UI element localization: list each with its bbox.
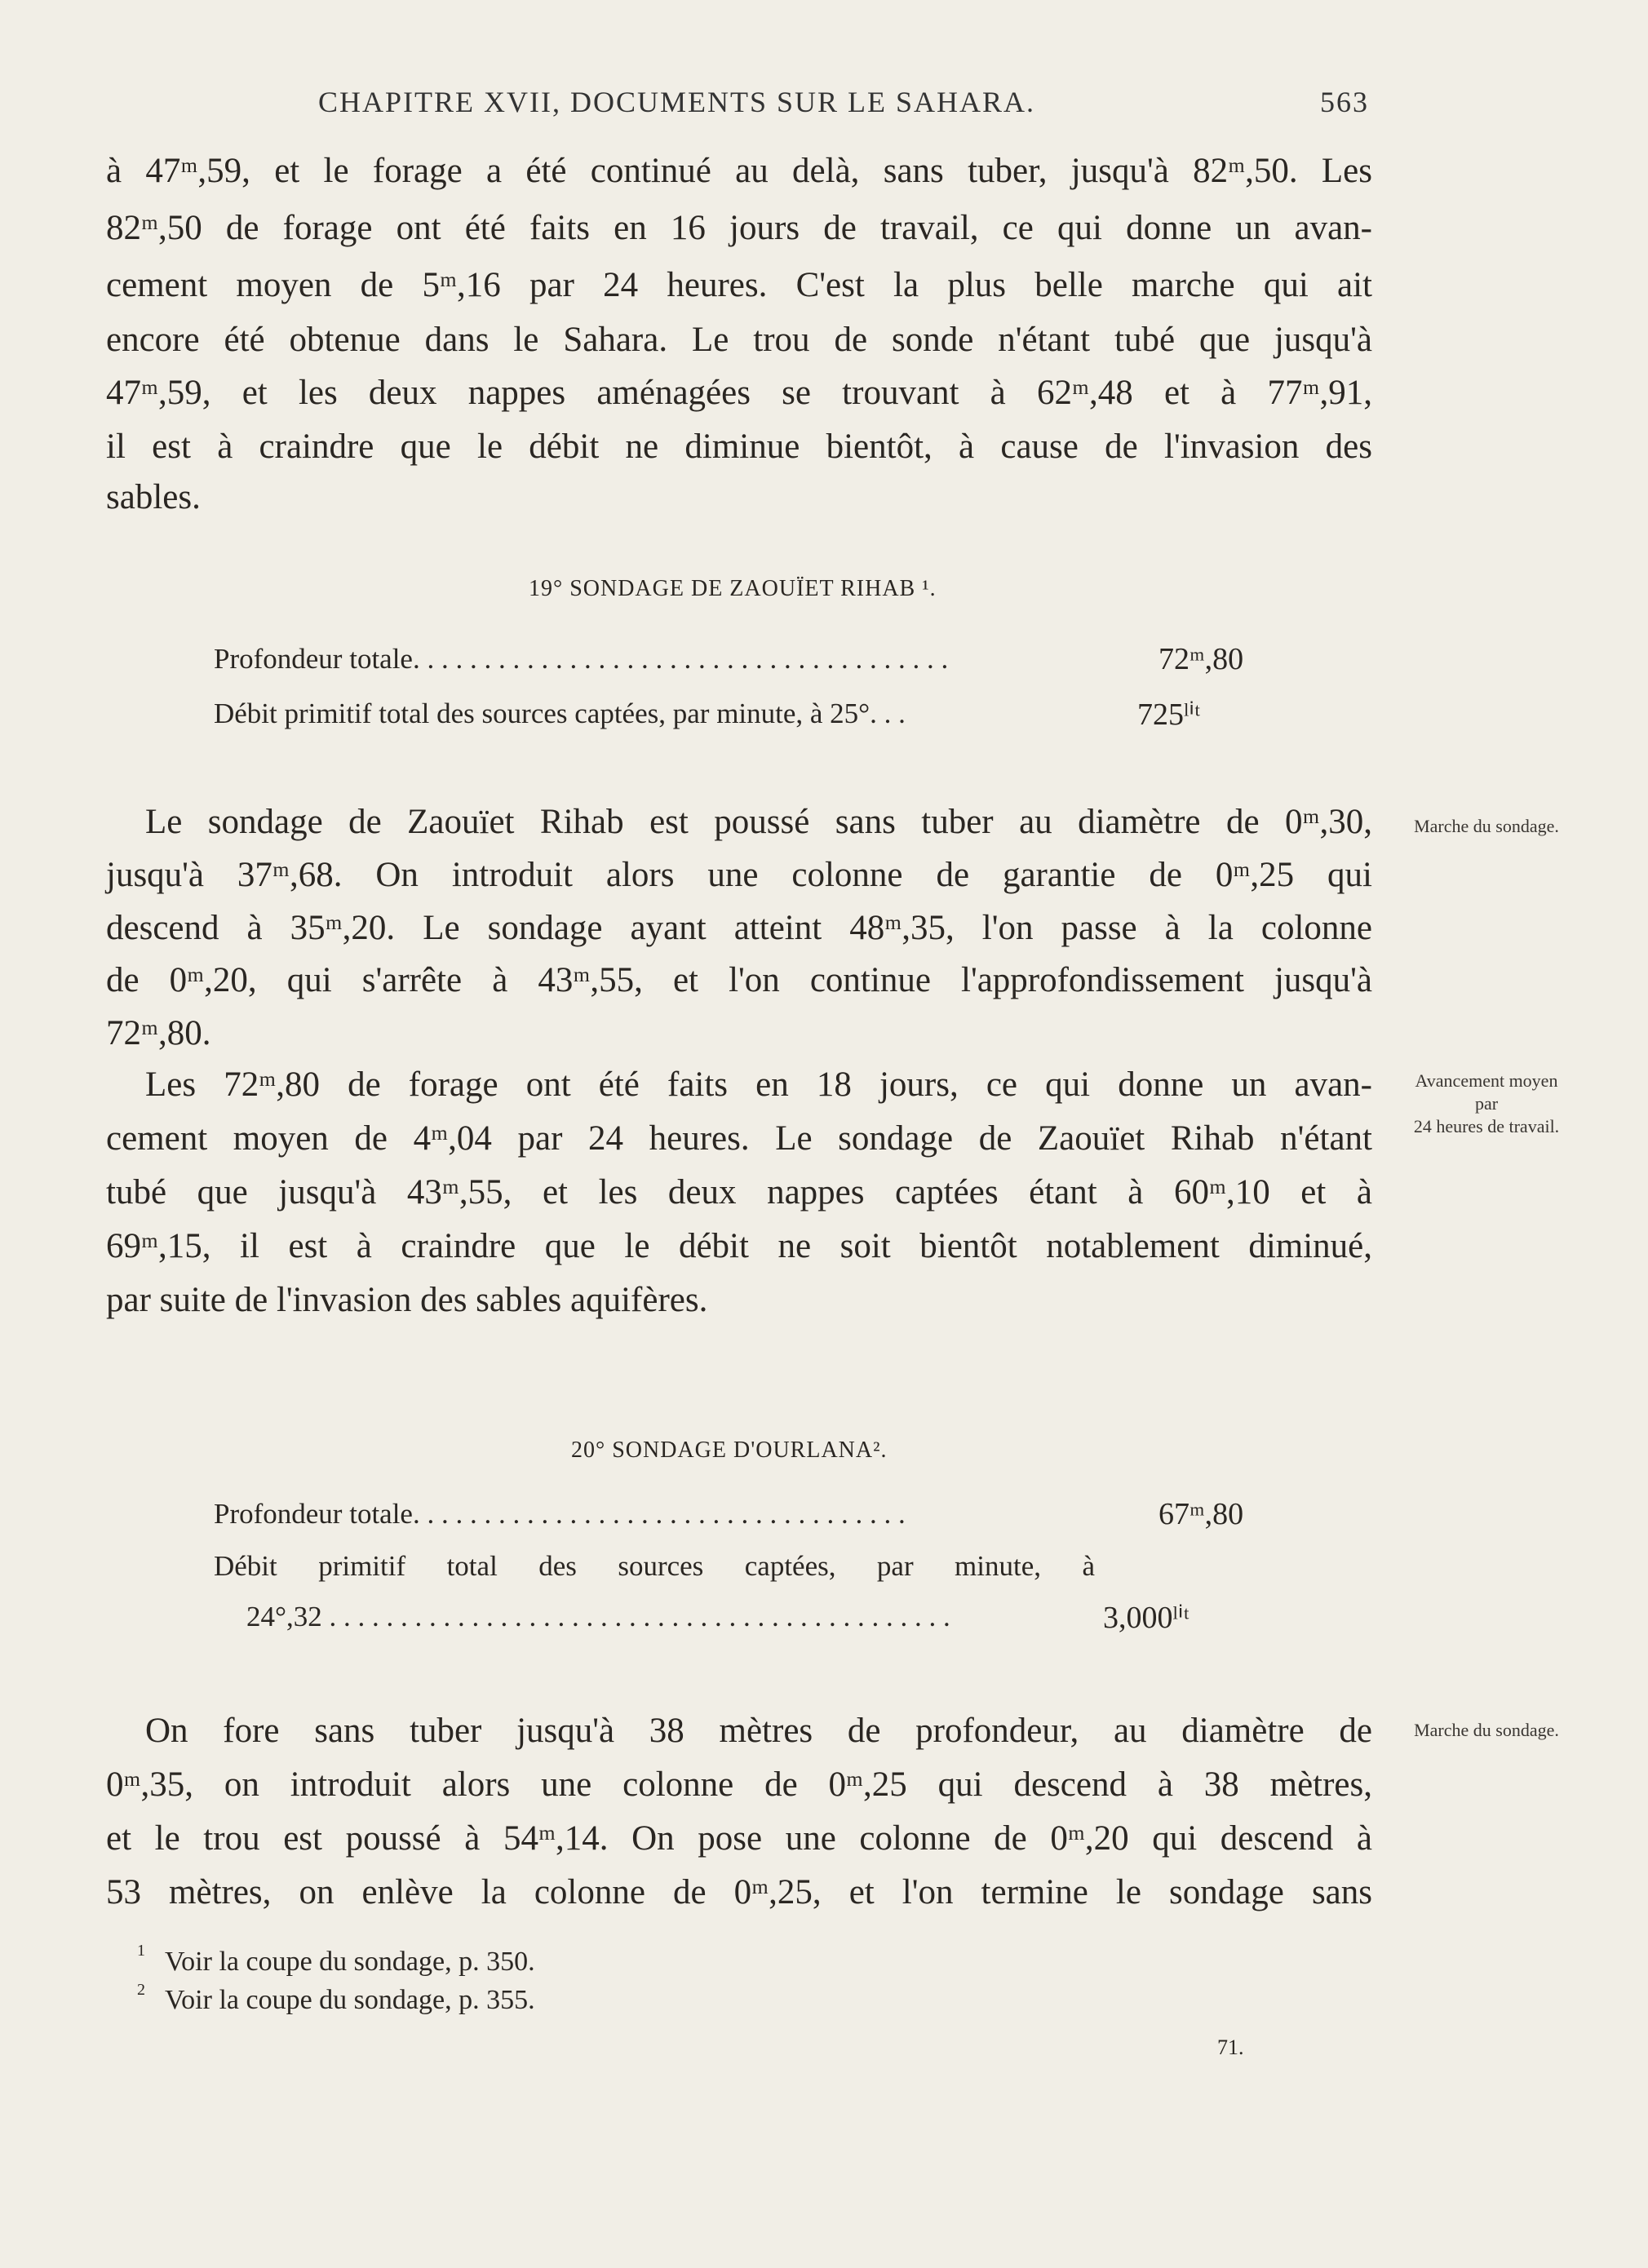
data-value: 725ˡⁱᵗ	[1137, 698, 1201, 732]
text-line: On fore sans tuber jusqu'à 38 mètres de profondeur, au diamètre de	[145, 1712, 1372, 1750]
data-value: 72ᵐ,80	[1158, 642, 1244, 676]
text-line: sables.	[106, 478, 201, 516]
text-line: 69ᵐ,15, il est à craindre que le débit ne soit bientôt notablement diminué,	[106, 1227, 1372, 1265]
text-line: 0ᵐ,35, on introduit alors une colonne de 0ᵐ,25 qui descend à 38 mètres,	[106, 1765, 1372, 1804]
footnote-number: 1	[137, 1942, 145, 1960]
data-label: Profondeur totale. . . . . . . . . . . . . . . . . . . . . . . . . . . . . . . . . . . . . .	[214, 643, 949, 675]
footnote-text: Voir la coupe du sondage, p. 350.	[165, 1947, 535, 1977]
data-label: Débit primitif total des sources captées, par minute, à	[214, 1550, 1095, 1582]
data-value: 3,000ˡⁱᵗ	[1103, 1601, 1189, 1635]
footnote-text: Voir la coupe du sondage, p. 355.	[165, 1985, 535, 2015]
text-line: Les 72ᵐ,80 de forage ont été faits en 18 jours, ce qui donne un avan-	[145, 1065, 1372, 1104]
chapter-title: CHAPITRE XVII, DOCUMENTS SUR LE SAHARA.	[318, 86, 1036, 118]
text-line: par suite de l'invasion des sables aquifères.	[106, 1281, 708, 1319]
margin-note: Marche du sondage.	[1414, 816, 1559, 836]
text-line: encore été obtenue dans le Sahara. Le trou de sonde n'étant tubé que jusqu'à	[106, 321, 1372, 359]
text-line: et le trou est poussé à 54ᵐ,14. On pose une colonne de 0ᵐ,20 qui descend à	[106, 1819, 1372, 1858]
margin-note: Marche du sondage.	[1414, 1720, 1559, 1740]
text-line: 53 mètres, on enlève la colonne de 0ᵐ,25, et l'on termine le sondage sans	[106, 1873, 1372, 1911]
data-label: Débit primitif total des sources captées, par minute, à 25°. . .	[214, 698, 906, 729]
footnote-number: 2	[137, 1981, 145, 1999]
margin-note: par	[1474, 1093, 1499, 1114]
section-title: 19° SONDAGE DE ZAOUÏET RIHAB ¹.	[529, 576, 937, 601]
text-line: 72ᵐ,80.	[106, 1014, 211, 1052]
text-line: Le sondage de Zaouïet Rihab est poussé sans tuber au diamètre de 0ᵐ,30,	[145, 803, 1372, 841]
text-line: descend à 35ᵐ,20. Le sondage ayant atteint 48ᵐ,35, l'on passe à la colonne	[106, 909, 1372, 947]
data-value: 67ᵐ,80	[1158, 1497, 1244, 1531]
text-line: jusqu'à 37ᵐ,68. On introduit alors une colonne de garantie de 0ᵐ,25 qui	[106, 856, 1372, 894]
signature-mark: 71.	[1217, 2035, 1244, 2059]
page-number: 563	[1320, 86, 1369, 118]
text-line: 82ᵐ,50 de forage ont été faits en 16 jours de travail, ce qui donne un avan-	[106, 209, 1372, 247]
text-line: cement moyen de 5ᵐ,16 par 24 heures. C'est la plus belle marche qui ait	[106, 266, 1372, 304]
text-line: tubé que jusqu'à 43ᵐ,55, et les deux nappes captées étant à 60ᵐ,10 et à	[106, 1173, 1372, 1212]
section-title: 20° SONDAGE D'OURLANA².	[571, 1437, 888, 1463]
text-line: à 47ᵐ,59, et le forage a été continué au delà, sans tuber, jusqu'à 82ᵐ,50. Les	[106, 152, 1372, 190]
text-line: cement moyen de 4ᵐ,04 par 24 heures. Le sondage de Zaouïet Rihab n'étant	[106, 1119, 1372, 1158]
margin-note: Avancement moyen	[1415, 1070, 1558, 1091]
data-label: 24°,32 . . . . . . . . . . . . . . . . . . . . . . . . . . . . . . . . . . . . . . . . . . . .	[246, 1601, 950, 1632]
text-line: il est à craindre que le débit ne diminue bientôt, à cause de l'invasion des	[106, 427, 1372, 466]
text-line: 47ᵐ,59, et les deux nappes aménagées se trouvant à 62ᵐ,48 et à 77ᵐ,91,	[106, 374, 1372, 412]
data-label: Profondeur totale. . . . . . . . . . . . . . . . . . . . . . . . . . . . . . . . . . .	[214, 1498, 906, 1530]
text-line: de 0ᵐ,20, qui s'arrête à 43ᵐ,55, et l'on continue l'approfondissement jusqu'à	[106, 961, 1372, 999]
margin-note: 24 heures de travail.	[1413, 1116, 1560, 1136]
